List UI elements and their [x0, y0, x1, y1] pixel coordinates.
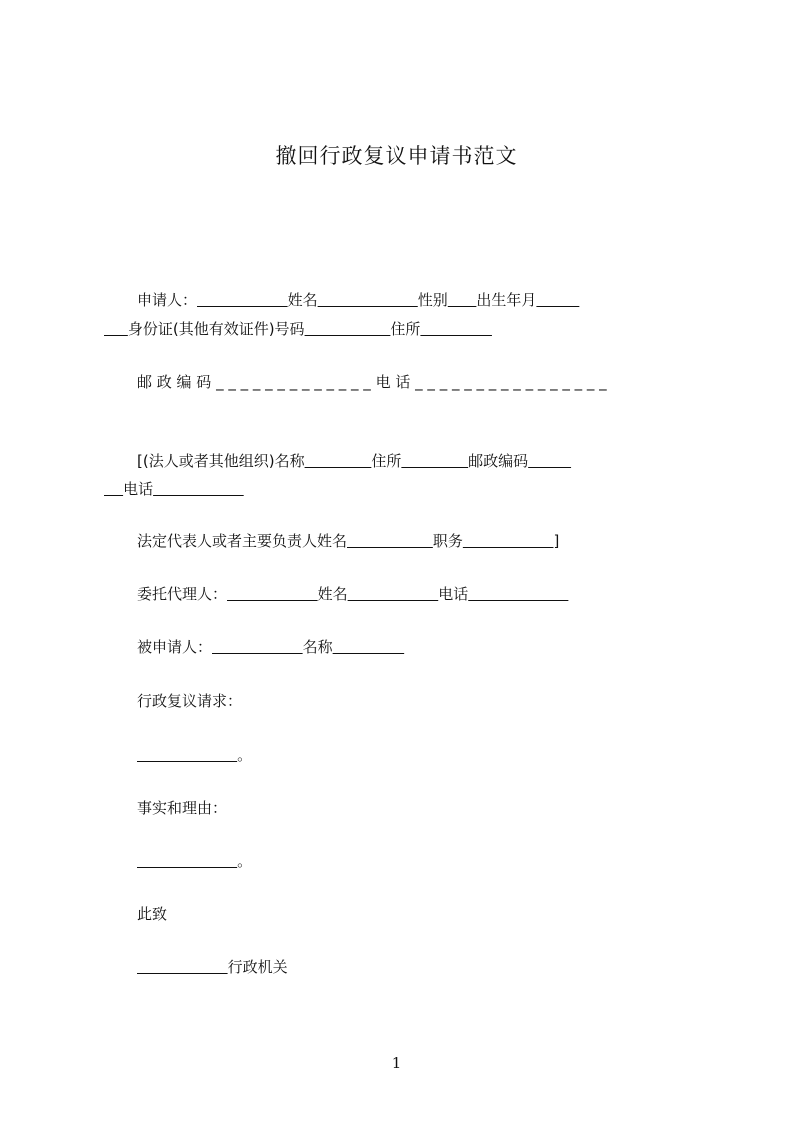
phone-label: 电 话	[375, 373, 411, 391]
facts-blank[interactable]	[137, 852, 237, 870]
page-number: 1	[391, 1054, 402, 1072]
applicant-name-label: 姓名	[287, 291, 318, 309]
applicant-gender-blank[interactable]	[448, 291, 477, 309]
rep-line	[137, 531, 703, 551]
org-postcode-blank[interactable]	[528, 452, 571, 470]
authority-blank[interactable]	[137, 958, 228, 976]
phone-blank[interactable]: _ _ _ _ _ _ _ _ _ _ _ _ _ _ _ _	[415, 373, 607, 391]
rep-position-label: 职务	[432, 532, 463, 550]
rep-name-blank[interactable]	[347, 532, 433, 550]
respondent-label: 被申请人：	[137, 638, 213, 656]
facts-heading: 事实和理由：	[137, 799, 228, 817]
contact-line	[137, 372, 703, 392]
org-address-label: 住所	[371, 452, 402, 470]
postcode-label: 邮 政 编 码	[137, 373, 212, 391]
respondent-name-label: 名称	[302, 638, 333, 656]
agent-label: 委托代理人：	[137, 585, 228, 603]
respondent-blank[interactable]	[212, 638, 303, 656]
agent-line	[137, 584, 703, 604]
respondent-line	[137, 637, 703, 657]
authority-label: 行政机关	[227, 958, 288, 976]
org-address-blank[interactable]	[401, 452, 468, 470]
applicant-birth-blank-cont[interactable]	[104, 320, 128, 338]
applicant-id-blank[interactable]	[305, 320, 391, 338]
agent-blank[interactable]	[227, 585, 318, 603]
authority-line	[137, 957, 703, 977]
org-open-bracket: [	[137, 452, 143, 470]
applicant-line-2	[104, 319, 670, 339]
org-name-label: (法人或者其他组织)名称	[142, 452, 305, 470]
org-postcode-label: 邮政编码	[468, 452, 529, 470]
org-postcode-blank-cont[interactable]	[104, 480, 123, 498]
applicant-address-blank[interactable]	[420, 320, 492, 338]
respondent-name-blank[interactable]	[333, 638, 405, 656]
rep-close-bracket: ]	[553, 532, 560, 550]
applicant-name-blank[interactable]	[318, 291, 418, 309]
request-heading: 行政复议请求：	[137, 692, 243, 710]
rep-position-blank[interactable]	[463, 532, 554, 550]
agent-phone-label: 电话	[438, 585, 469, 603]
request-end: 。	[237, 746, 253, 764]
applicant-blank[interactable]	[197, 291, 288, 309]
applicant-birth-label: 出生年月	[476, 291, 537, 309]
applicant-birth-blank[interactable]	[536, 291, 579, 309]
rep-label: 法定代表人或者主要负责人姓名	[137, 532, 348, 550]
applicant-address-label: 住所	[390, 320, 421, 338]
org-phone-blank[interactable]	[153, 480, 244, 498]
org-line	[137, 451, 703, 471]
applicant-id-label: 身份证(其他有效证件)号码	[127, 320, 305, 338]
postcode-blank[interactable]: _ _ _ _ _ _ _ _ _ _ _ _ _	[216, 373, 371, 391]
org-name-blank[interactable]	[305, 452, 372, 470]
applicant-label: 申请人：	[137, 291, 198, 309]
agent-name-blank[interactable]	[348, 585, 439, 603]
org-line-2	[104, 479, 670, 499]
agent-phone-blank[interactable]	[468, 585, 568, 603]
applicant-gender-label: 性别	[417, 291, 448, 309]
facts-line	[137, 851, 703, 871]
document-title: 撤回行政复议申请书范文	[275, 144, 518, 168]
closing-salutation: 此致	[137, 905, 168, 923]
org-phone-label: 电话	[123, 480, 154, 498]
request-line	[137, 745, 703, 765]
facts-end: 。	[237, 852, 253, 870]
agent-name-label: 姓名	[317, 585, 348, 603]
applicant-line	[137, 290, 703, 310]
request-blank[interactable]	[137, 746, 237, 764]
